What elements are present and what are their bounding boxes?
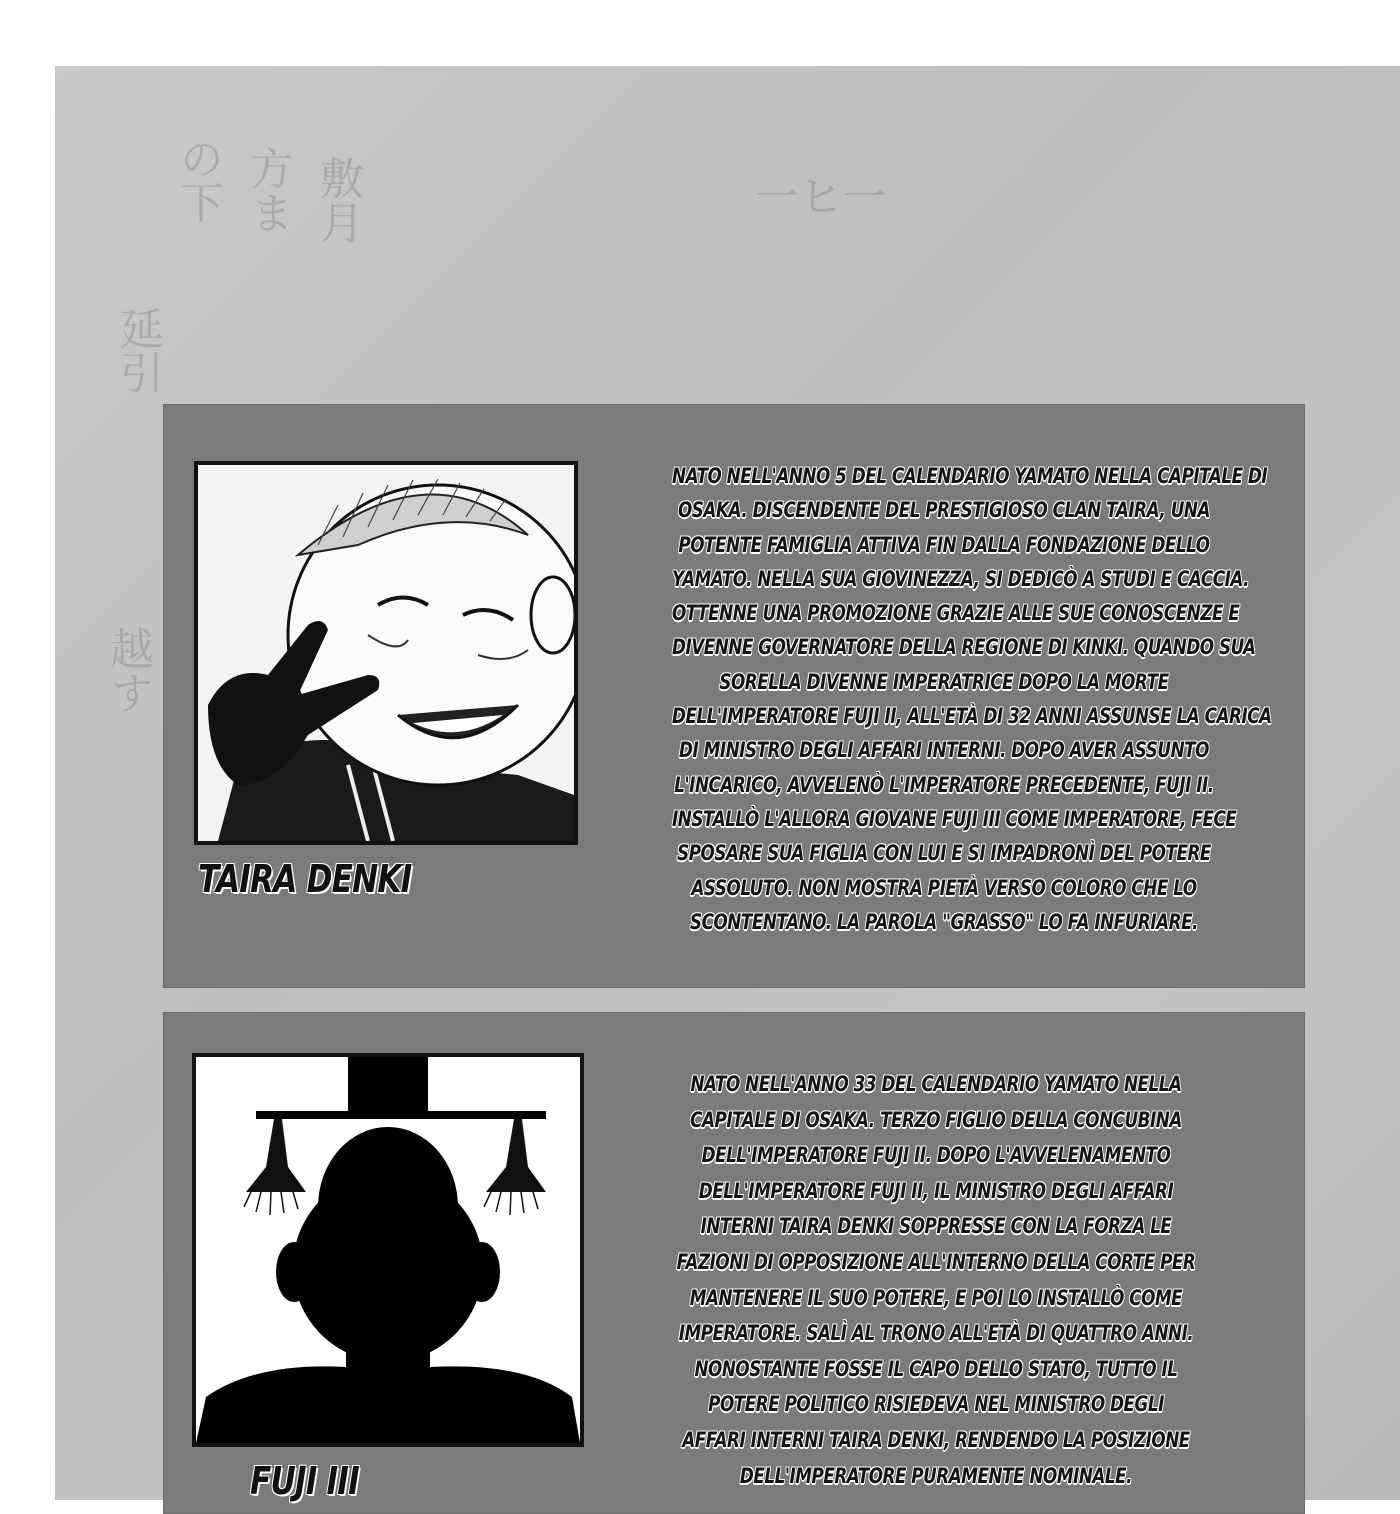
calligraphy-decoration: 一ヒ一 (755, 172, 887, 223)
calligraphy-decoration: 越す (102, 626, 153, 714)
character-biography (596, 1067, 1276, 1494)
bio-line: POTERE POLITICO RISIEDEVA NEL MINISTRO DEGLI (708, 1392, 1164, 1417)
bio-line: ASSOLUTO. NON MOSTRA PIETÀ VERSO COLORO CHE LO (691, 875, 1197, 900)
calligraphy-decoration: の下 (172, 136, 223, 224)
bio-line: FAZIONI DI OPPOSIZIONE ALL'INTERNO DELLA CORTE PER (676, 1249, 1196, 1274)
bio-line: SPOSARE SUA FIGLIA CON LUI E SI IMPADRONÌ DEL POTERE (677, 841, 1211, 866)
bio-line: DELL'IMPERATORE PURAMENTE NOMINALE. (739, 1463, 1133, 1488)
profile-card-fuji-iii (163, 1012, 1305, 1514)
bio-line: YAMATO. NELLA SUA GIOVINEZZA, SI DEDICÒ A STUDI E CACCIA. (672, 566, 1250, 591)
bio-line: CAPITALE DI OSAKA. TERZO FIGLIO DELLA CONCUBINA (690, 1107, 1182, 1132)
bio-line: NATO NELL'ANNO 33 DEL CALENDARIO YAMATO NELLA (690, 1072, 1182, 1096)
smiling-man-portrait-icon (194, 461, 578, 845)
bio-line: AFFARI INTERNI TAIRA DENKI, RENDENDO LA POSIZIONE (682, 1427, 1190, 1452)
bio-line: DELL'IMPERATORE FUJI II, IL MINISTRO DEGLI AFFARI (698, 1178, 1174, 1203)
bio-line: DELL'IMPERATORE FUJI II. DOPO L'AVVELENAMENTO (701, 1143, 1171, 1168)
calligraphy-decoration: 敷月 (312, 156, 363, 244)
bio-line: L'INCARICO, AVVELENÒ L'IMPERATORE PRECEDENTE, FUJI II. (674, 772, 1214, 797)
bio-line: DI MINISTRO DEGLI AFFARI INTERNI. DOPO AVER ASSUNTO (679, 738, 1209, 763)
bio-line: INSTALLÒ L'ALLORA GIOVANE FUJI III COME IMPERATORE, FECE (672, 806, 1237, 831)
character-name: FUJI III (250, 1459, 359, 1503)
calligraphy-decoration: 延引 (112, 306, 163, 394)
bio-line: DIVENNE GOVERNATORE DELLA REGIONE DI KINKI. QUANDO SUA (672, 635, 1256, 660)
bio-line: IMPERATORE. SALÌ AL TRONO ALL'ETÀ DI QUATTRO ANNI. (678, 1321, 1194, 1346)
portrait-drawing (196, 1057, 580, 1443)
emperor-silhouette-portrait-icon (192, 1053, 584, 1447)
bio-line: MANTENERE IL SUO POTERE, E POI LO INSTALLÒ COME (689, 1285, 1183, 1310)
portrait-drawing (198, 465, 574, 841)
bio-line: POTENTE FAMIGLIA ATTIVA FIN DALLA FONDAZIONE DELLO (678, 532, 1210, 557)
bio-line: NONOSTANTE FOSSE IL CAPO DELLO STATO, TUTTO IL (694, 1356, 1178, 1381)
bio-line: INTERNI TAIRA DENKI SOPPRESSE CON LA FORZA LE (700, 1214, 1172, 1239)
profile-card-taira-denki (163, 404, 1305, 988)
character-name: TAIRA DENKI (198, 857, 412, 901)
bio-line: OSAKA. DISCENDENTE DEL PRESTIGIOSO CLAN TAIRA, UNA (678, 498, 1210, 523)
bio-line: OTTENNE UNA PROMOZIONE GRAZIE ALLE SUE CONOSCENZE E (672, 601, 1240, 626)
character-biography (604, 459, 1284, 939)
calligraphy-decoration: 方ま (242, 146, 293, 234)
bio-line: SORELLA DIVENNE IMPERATRICE DOPO LA MORTE (719, 669, 1169, 694)
bio-line: SCONTENTANO. LA PAROLA "GRASSO" LO FA INFURIARE. (690, 909, 1198, 934)
bio-line: NATO NELL'ANNO 5 DEL CALENDARIO YAMATO NELLA CAPITALE DI (672, 464, 1268, 488)
bio-line: DELL'IMPERATORE FUJI II, ALL'ETÀ DI 32 ANNI ASSUNSE LA CARICA (672, 704, 1272, 729)
